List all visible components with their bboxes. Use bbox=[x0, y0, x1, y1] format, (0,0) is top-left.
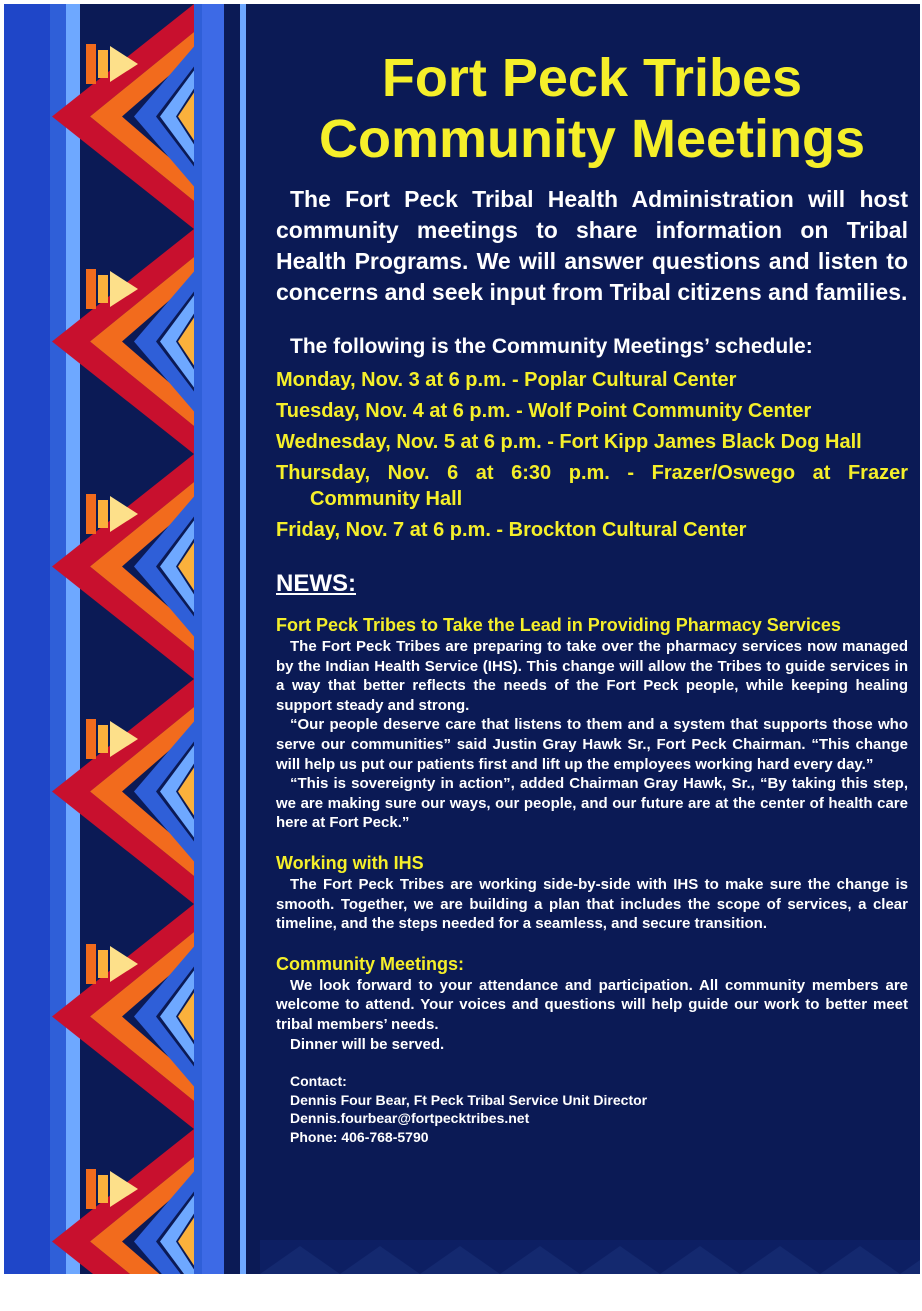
pharmacy-paragraph-2: “Our people deserve care that listens to them and a system that supports those who serve our communities” said Justin Gray Hawk Sr., Fort Peck Chairman. “This change will help us put our patients first and lift up the employees working hard every day.” bbox=[276, 716, 908, 773]
community-meetings-heading: Community Meetings: bbox=[276, 953, 465, 974]
main-content bbox=[276, 4, 908, 1146]
meeting-item-thursday: Thursday, Nov. 6 at 6:30 p.m. - Frazer/Oswego at Frazer Community Hall bbox=[276, 462, 908, 510]
ihs-paragraph: The Fort Peck Tribes are working side-by-side with IHS to make sure the change is smooth. Together, we are building a plan that includes the scope of services, a clear timeline, and the steps needed for a seamless, and secure transition. bbox=[276, 875, 908, 933]
pharmacy-paragraph-3: “This is sovereignty in action”, added Chairman Gray Hawk, Sr., “By taking this step, we are making sure our ways, our people, and our future are at the center of health care here at Fort Peck.” bbox=[276, 775, 908, 832]
title-line-1: Fort Peck Tribes bbox=[381, 48, 803, 108]
ihs-heading: Working with IHS bbox=[276, 852, 424, 873]
pharmacy-paragraph-1: The Fort Peck Tribes are preparing to take over the pharmacy services now managed by the Indian Health Service (IHS). This change will allow the Tribes to guide services in a way that better reflects the needs of the Fort Peck people, while keeping healing support steady and strong. bbox=[276, 638, 908, 714]
meeting-schedule-list bbox=[276, 367, 908, 543]
meeting-item-tuesday: Tuesday, Nov. 4 at 6 p.m. - Wolf Point Community Center bbox=[276, 400, 812, 422]
community-meetings-paragraph: We look forward to your attendance and participation. All community members are welcome to attend. Your voices and questions will help guide our work to better meet tribal members’ needs. bbox=[276, 976, 908, 1033]
dinner-note: Dinner will be served. bbox=[290, 1035, 445, 1053]
tribal-pattern-border bbox=[4, 4, 260, 1274]
intro-paragraph: The Fort Peck Tribal Health Administration will host community meetings to share information on Tribal Health Programs. We will answer questions and listen to concerns and seek input from Tribal citizens and families. bbox=[276, 186, 908, 305]
page-title bbox=[276, 48, 908, 170]
meeting-item-friday: Friday, Nov. 7 at 6 p.m. - Brockton Cultural Center bbox=[276, 519, 747, 541]
title-line-2: Community Meetings bbox=[318, 109, 866, 169]
meeting-item-wednesday: Wednesday, Nov. 5 at 6 p.m. - Fort Kipp James Black Dog Hall bbox=[276, 431, 862, 453]
flyer bbox=[4, 4, 920, 1274]
contact-email[interactable]: Dennis.fourbear@fortpecktribes.net bbox=[290, 1110, 530, 1127]
news-heading: NEWS: bbox=[276, 570, 356, 597]
contact-block bbox=[290, 1072, 908, 1146]
contact-name: Dennis Four Bear, Ft Peck Tribal Service Unit Director bbox=[290, 1091, 648, 1108]
contact-phone: Phone: 406-768-5790 bbox=[290, 1128, 429, 1145]
contact-label: Contact: bbox=[290, 1073, 347, 1090]
bottom-pattern-band bbox=[260, 1240, 920, 1274]
meeting-item-monday: Monday, Nov. 3 at 6 p.m. - Poplar Cultural Center bbox=[276, 369, 737, 391]
pharmacy-article-heading: Fort Peck Tribes to Take the Lead in Providing Pharmacy Services bbox=[276, 615, 841, 635]
schedule-heading: The following is the Community Meetings’ schedule: bbox=[290, 335, 813, 358]
